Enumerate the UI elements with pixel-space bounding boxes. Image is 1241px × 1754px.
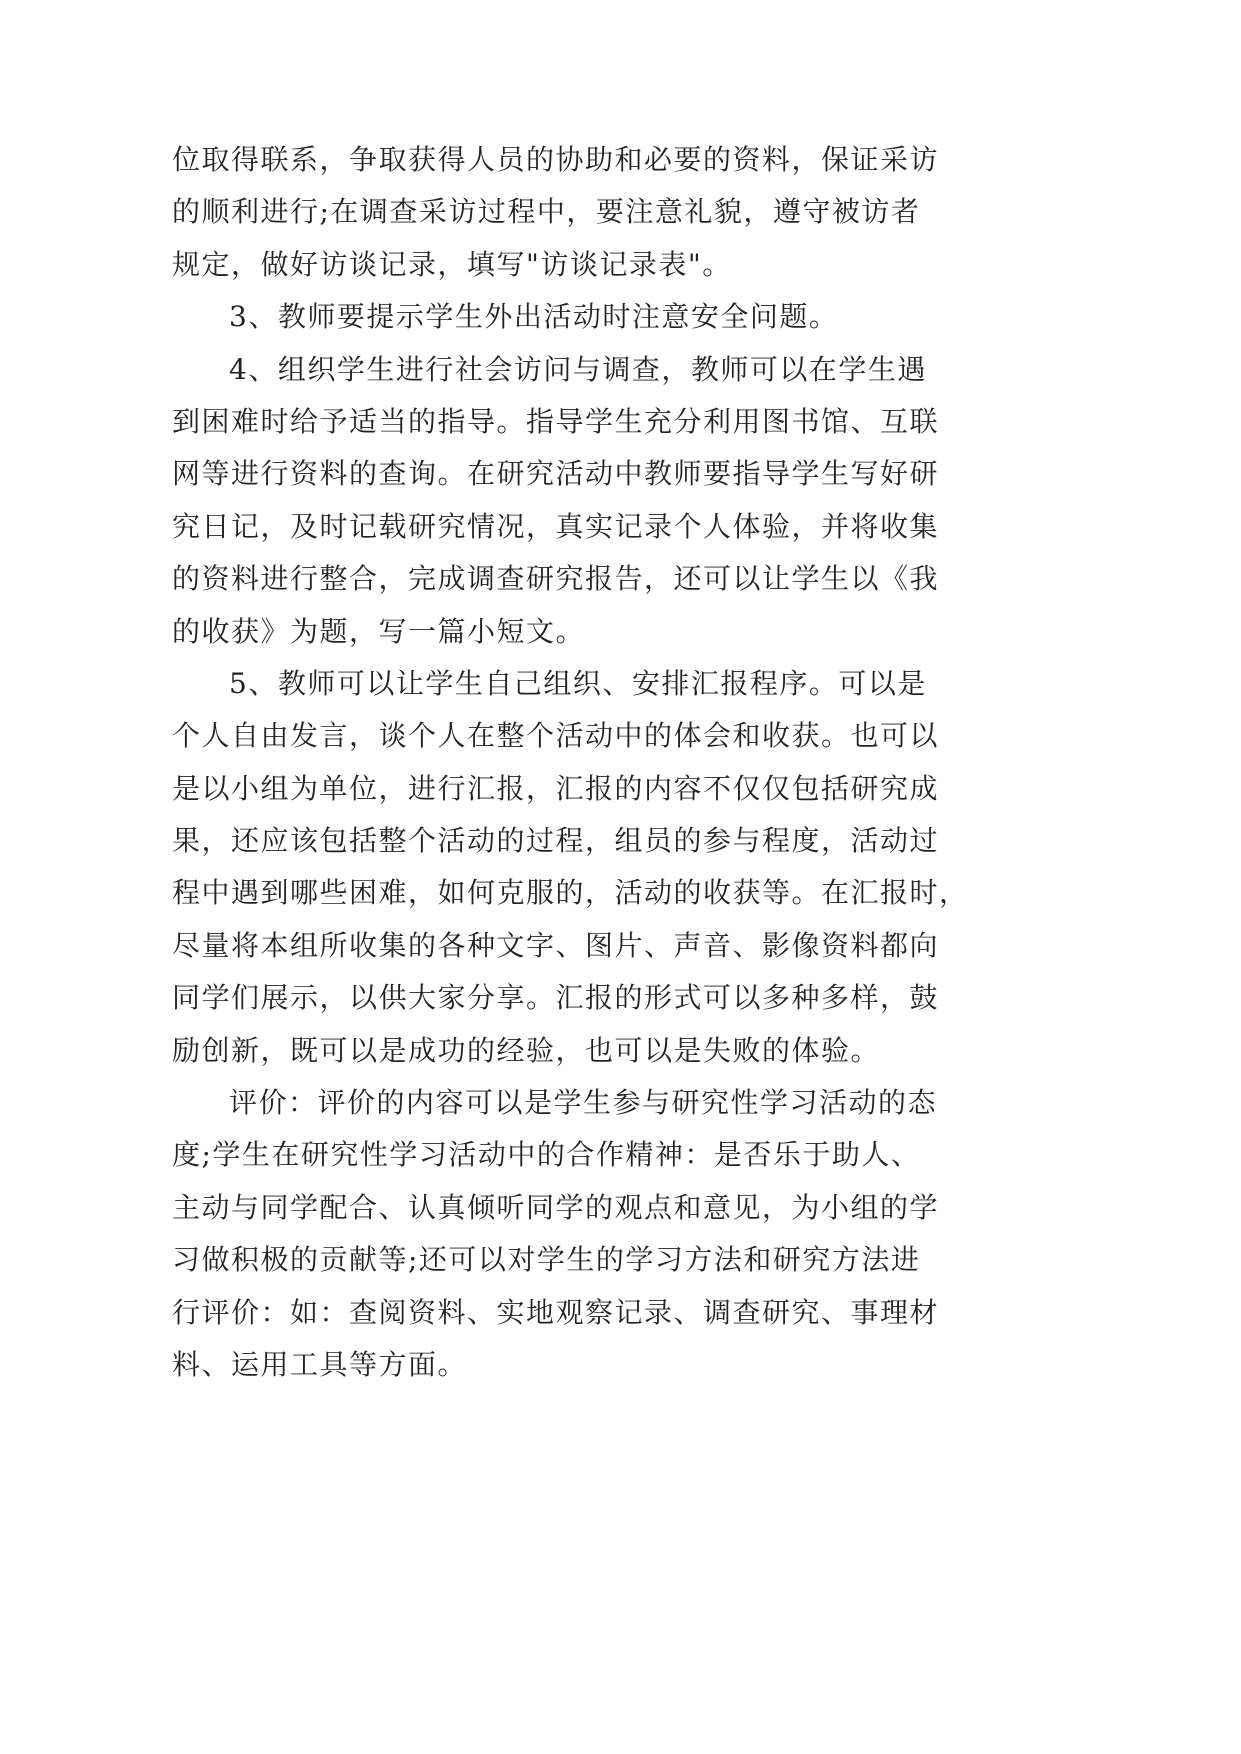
text-line: 网等进行资料的查询。在研究活动中教师要指导学生写好研 [172, 457, 940, 491]
text-line: 5、教师可以让学生自己组织、安排汇报程序。可以是 [229, 666, 927, 700]
text-line: 到困难时给予适当的指导。指导学生充分利用图书馆、互联 [172, 404, 940, 438]
text-line: 是以小组为单位，进行汇报，汇报的内容不仅仅包括研究成 [172, 771, 940, 805]
paragraph-item-4 [172, 344, 972, 658]
text-line: 的顺利进行;在调查采访过程中，要注意礼貌，遵守被访者 [172, 195, 921, 229]
document-body [172, 134, 972, 1391]
paragraph-evaluation [172, 1077, 972, 1391]
text-line: 4、组织学生进行社会访问与调查，教师可以在学生遇 [229, 352, 927, 386]
text-line: 究日记，及时记载研究情况，真实记录个人体验，并将收集 [172, 509, 940, 543]
text-line: 规定，做好访谈记录，填写"访谈记录表"。 [172, 247, 732, 281]
text-line: 果，还应该包括整个活动的过程，组员的参与程度，活动过 [172, 824, 940, 858]
paragraph-continued [172, 134, 972, 291]
text-line: 励创新，既可以是成功的经验，也可以是失败的体验。 [172, 1033, 881, 1067]
text-line: 行评价：如：查阅资料、实地观察记录、调查研究、事理材 [172, 1295, 940, 1329]
text-line: 的收获》为题，写一篇小短文。 [172, 614, 586, 648]
text-line: 位取得联系，争取获得人员的协助和必要的资料，保证采访 [172, 143, 940, 176]
text-line: 的资料进行整合，完成调查研究报告，还可以让学生以《我 [172, 562, 940, 596]
text-line: 程中遇到哪些困难，如何克服的，活动的收获等。在汇报时， [172, 876, 969, 910]
text-line: 个人自由发言，谈个人在整个活动中的体会和收获。也可以 [172, 719, 940, 753]
text-line: 度;学生在研究性学习活动中的合作精神：是否乐于助人、 [172, 1138, 921, 1172]
text-line: 料、运用工具等方面。 [172, 1347, 468, 1381]
text-line: 主动与同学配合、认真倾听同学的观点和意见，为小组的学 [172, 1190, 940, 1224]
paragraph-item-5 [172, 658, 972, 1077]
text-line: 尽量将本组所收集的各种文字、图片、声音、影像资料都向 [172, 928, 940, 962]
text-line: 同学们展示，以供大家分享。汇报的形式可以多种多样，鼓 [172, 981, 940, 1015]
text-line: 习做积极的贡献等;还可以对学生的学习方法和研究方法进 [172, 1243, 921, 1277]
paragraph-item-3 [172, 291, 972, 343]
text-line: 评价：评价的内容可以是学生参与研究性学习活动的态 [229, 1086, 938, 1120]
text-line: 3、教师要提示学生外出活动时注意安全问题。 [229, 300, 839, 334]
